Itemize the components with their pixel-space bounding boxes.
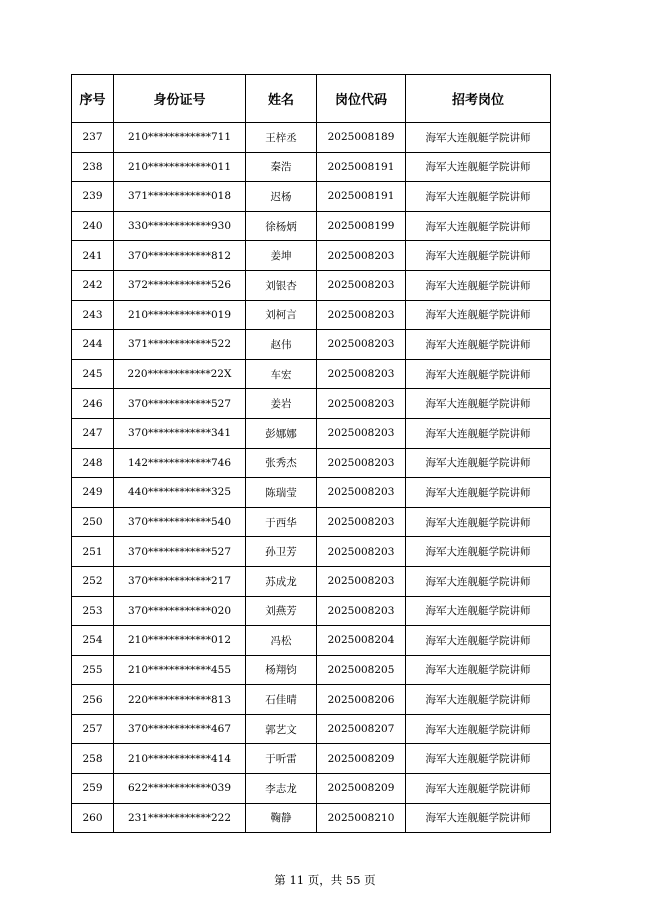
cell-name: 于听雷 [246, 744, 317, 774]
cell-id-number: 440************325 [114, 478, 246, 508]
cell-name: 刘柯言 [246, 300, 317, 330]
cell-name: 姜坤 [246, 241, 317, 271]
cell-id-number: 371************522 [114, 330, 246, 360]
cell-post-code: 2025008203 [317, 596, 406, 626]
cell-name: 徐杨炳 [246, 211, 317, 241]
cell-post-title: 海军大连舰艇学院讲师 [406, 685, 551, 715]
cell-post-title: 海军大连舰艇学院讲师 [406, 152, 551, 182]
cell-post-code: 2025008210 [317, 803, 406, 833]
table-row [72, 359, 551, 389]
header-serial: 序号 [72, 75, 114, 123]
cell-post-title: 海军大连舰艇学院讲师 [406, 359, 551, 389]
table-row [72, 448, 551, 478]
table-row [72, 774, 551, 804]
cell-post-title: 海军大连舰艇学院讲师 [406, 537, 551, 567]
cell-name: 陈瑞莹 [246, 478, 317, 508]
cell-serial: 244 [72, 330, 114, 360]
cell-post-title: 海军大连舰艇学院讲师 [406, 270, 551, 300]
cell-post-title: 海军大连舰艇学院讲师 [406, 566, 551, 596]
cell-post-code: 2025008207 [317, 714, 406, 744]
header-id-number: 身份证号 [114, 75, 246, 123]
cell-post-code: 2025008203 [317, 478, 406, 508]
cell-post-title: 海军大连舰艇学院讲师 [406, 507, 551, 537]
table-row [72, 152, 551, 182]
cell-post-title: 海军大连舰艇学院讲师 [406, 596, 551, 626]
cell-id-number: 330************930 [114, 211, 246, 241]
cell-name: 于西华 [246, 507, 317, 537]
header-name: 姓名 [246, 75, 317, 123]
cell-post-code: 2025008209 [317, 744, 406, 774]
cell-name: 赵伟 [246, 330, 317, 360]
table-row [72, 714, 551, 744]
table-body [72, 123, 551, 833]
cell-post-code: 2025008203 [317, 537, 406, 567]
cell-serial: 238 [72, 152, 114, 182]
cell-id-number: 370************467 [114, 714, 246, 744]
cell-name: 刘银杏 [246, 270, 317, 300]
cell-post-title: 海军大连舰艇学院讲师 [406, 626, 551, 656]
cell-serial: 259 [72, 774, 114, 804]
cell-serial: 253 [72, 596, 114, 626]
cell-post-code: 2025008209 [317, 774, 406, 804]
cell-post-title: 海军大连舰艇学院讲师 [406, 418, 551, 448]
cell-name: 石佳晴 [246, 685, 317, 715]
cell-post-code: 2025008203 [317, 418, 406, 448]
cell-id-number: 372************526 [114, 270, 246, 300]
table-row [72, 478, 551, 508]
cell-name: 苏成龙 [246, 566, 317, 596]
cell-id-number: 371************018 [114, 182, 246, 212]
cell-id-number: 370************527 [114, 537, 246, 567]
table-row [72, 803, 551, 833]
cell-post-title: 海军大连舰艇学院讲师 [406, 300, 551, 330]
cell-post-title: 海军大连舰艇学院讲师 [406, 655, 551, 685]
page-number-label: 第 11 页，共 55 页 [274, 873, 376, 887]
header-post-title: 招考岗位 [406, 75, 551, 123]
cell-post-title: 海军大连舰艇学院讲师 [406, 330, 551, 360]
table-row [72, 300, 551, 330]
cell-name: 车宏 [246, 359, 317, 389]
cell-post-title: 海军大连舰艇学院讲师 [406, 241, 551, 271]
header-post-code: 岗位代码 [317, 75, 406, 123]
cell-serial: 260 [72, 803, 114, 833]
table-row [72, 537, 551, 567]
table-row [72, 507, 551, 537]
cell-name: 张秀杰 [246, 448, 317, 478]
cell-serial: 255 [72, 655, 114, 685]
cell-id-number: 370************527 [114, 389, 246, 419]
cell-name: 孙卫芳 [246, 537, 317, 567]
cell-id-number: 210************711 [114, 123, 246, 153]
table-header [72, 75, 551, 123]
cell-post-code: 2025008191 [317, 182, 406, 212]
header-row [72, 75, 551, 123]
cell-id-number: 142************746 [114, 448, 246, 478]
cell-name: 王梓丞 [246, 123, 317, 153]
cell-serial: 252 [72, 566, 114, 596]
cell-post-code: 2025008199 [317, 211, 406, 241]
roster-table [71, 74, 551, 833]
cell-post-title: 海军大连舰艇学院讲师 [406, 448, 551, 478]
cell-serial: 256 [72, 685, 114, 715]
cell-serial: 254 [72, 626, 114, 656]
cell-name: 郭艺文 [246, 714, 317, 744]
cell-name: 李志龙 [246, 774, 317, 804]
page-footer [0, 872, 650, 888]
cell-serial: 246 [72, 389, 114, 419]
table-row [72, 270, 551, 300]
cell-id-number: 370************217 [114, 566, 246, 596]
table-row [72, 330, 551, 360]
cell-post-title: 海军大连舰艇学院讲师 [406, 389, 551, 419]
cell-serial: 257 [72, 714, 114, 744]
table-row [72, 418, 551, 448]
cell-post-title: 海军大连舰艇学院讲师 [406, 182, 551, 212]
cell-post-code: 2025008203 [317, 359, 406, 389]
cell-name: 彭娜娜 [246, 418, 317, 448]
table-row [72, 685, 551, 715]
table-row [72, 241, 551, 271]
cell-serial: 239 [72, 182, 114, 212]
cell-post-title: 海军大连舰艇学院讲师 [406, 478, 551, 508]
cell-post-code: 2025008203 [317, 330, 406, 360]
cell-post-title: 海军大连舰艇学院讲师 [406, 714, 551, 744]
cell-name: 鞠静 [246, 803, 317, 833]
cell-serial: 241 [72, 241, 114, 271]
cell-name: 迟杨 [246, 182, 317, 212]
cell-name: 姜岩 [246, 389, 317, 419]
cell-id-number: 220************22X [114, 359, 246, 389]
cell-post-title: 海军大连舰艇学院讲师 [406, 774, 551, 804]
table-row [72, 566, 551, 596]
table-row [72, 744, 551, 774]
cell-id-number: 210************019 [114, 300, 246, 330]
cell-name: 冯松 [246, 626, 317, 656]
cell-id-number: 231************222 [114, 803, 246, 833]
cell-id-number: 622************039 [114, 774, 246, 804]
cell-post-code: 2025008203 [317, 448, 406, 478]
cell-serial: 249 [72, 478, 114, 508]
cell-serial: 250 [72, 507, 114, 537]
cell-id-number: 370************341 [114, 418, 246, 448]
cell-id-number: 210************414 [114, 744, 246, 774]
cell-post-title: 海军大连舰艇学院讲师 [406, 123, 551, 153]
cell-post-title: 海军大连舰艇学院讲师 [406, 211, 551, 241]
cell-serial: 242 [72, 270, 114, 300]
cell-post-code: 2025008205 [317, 655, 406, 685]
cell-post-code: 2025008191 [317, 152, 406, 182]
cell-post-code: 2025008203 [317, 300, 406, 330]
cell-post-code: 2025008203 [317, 566, 406, 596]
cell-name: 秦浩 [246, 152, 317, 182]
cell-serial: 243 [72, 300, 114, 330]
cell-serial: 258 [72, 744, 114, 774]
cell-post-title: 海军大连舰艇学院讲师 [406, 803, 551, 833]
cell-name: 杨翔钧 [246, 655, 317, 685]
cell-post-code: 2025008203 [317, 507, 406, 537]
table-row [72, 655, 551, 685]
cell-id-number: 370************020 [114, 596, 246, 626]
cell-id-number: 370************540 [114, 507, 246, 537]
cell-serial: 251 [72, 537, 114, 567]
cell-post-title: 海军大连舰艇学院讲师 [406, 744, 551, 774]
cell-serial: 240 [72, 211, 114, 241]
cell-post-code: 2025008203 [317, 270, 406, 300]
table-row [72, 211, 551, 241]
cell-serial: 248 [72, 448, 114, 478]
table-row [72, 626, 551, 656]
cell-serial: 237 [72, 123, 114, 153]
table-row [72, 123, 551, 153]
cell-id-number: 210************455 [114, 655, 246, 685]
cell-post-code: 2025008203 [317, 241, 406, 271]
cell-serial: 247 [72, 418, 114, 448]
cell-post-code: 2025008203 [317, 389, 406, 419]
cell-post-code: 2025008204 [317, 626, 406, 656]
cell-post-code: 2025008189 [317, 123, 406, 153]
table-row [72, 596, 551, 626]
cell-id-number: 210************012 [114, 626, 246, 656]
cell-id-number: 370************812 [114, 241, 246, 271]
cell-id-number: 210************011 [114, 152, 246, 182]
cell-post-code: 2025008206 [317, 685, 406, 715]
cell-serial: 245 [72, 359, 114, 389]
table-row [72, 182, 551, 212]
cell-id-number: 220************813 [114, 685, 246, 715]
cell-name: 刘燕芳 [246, 596, 317, 626]
table-row [72, 389, 551, 419]
